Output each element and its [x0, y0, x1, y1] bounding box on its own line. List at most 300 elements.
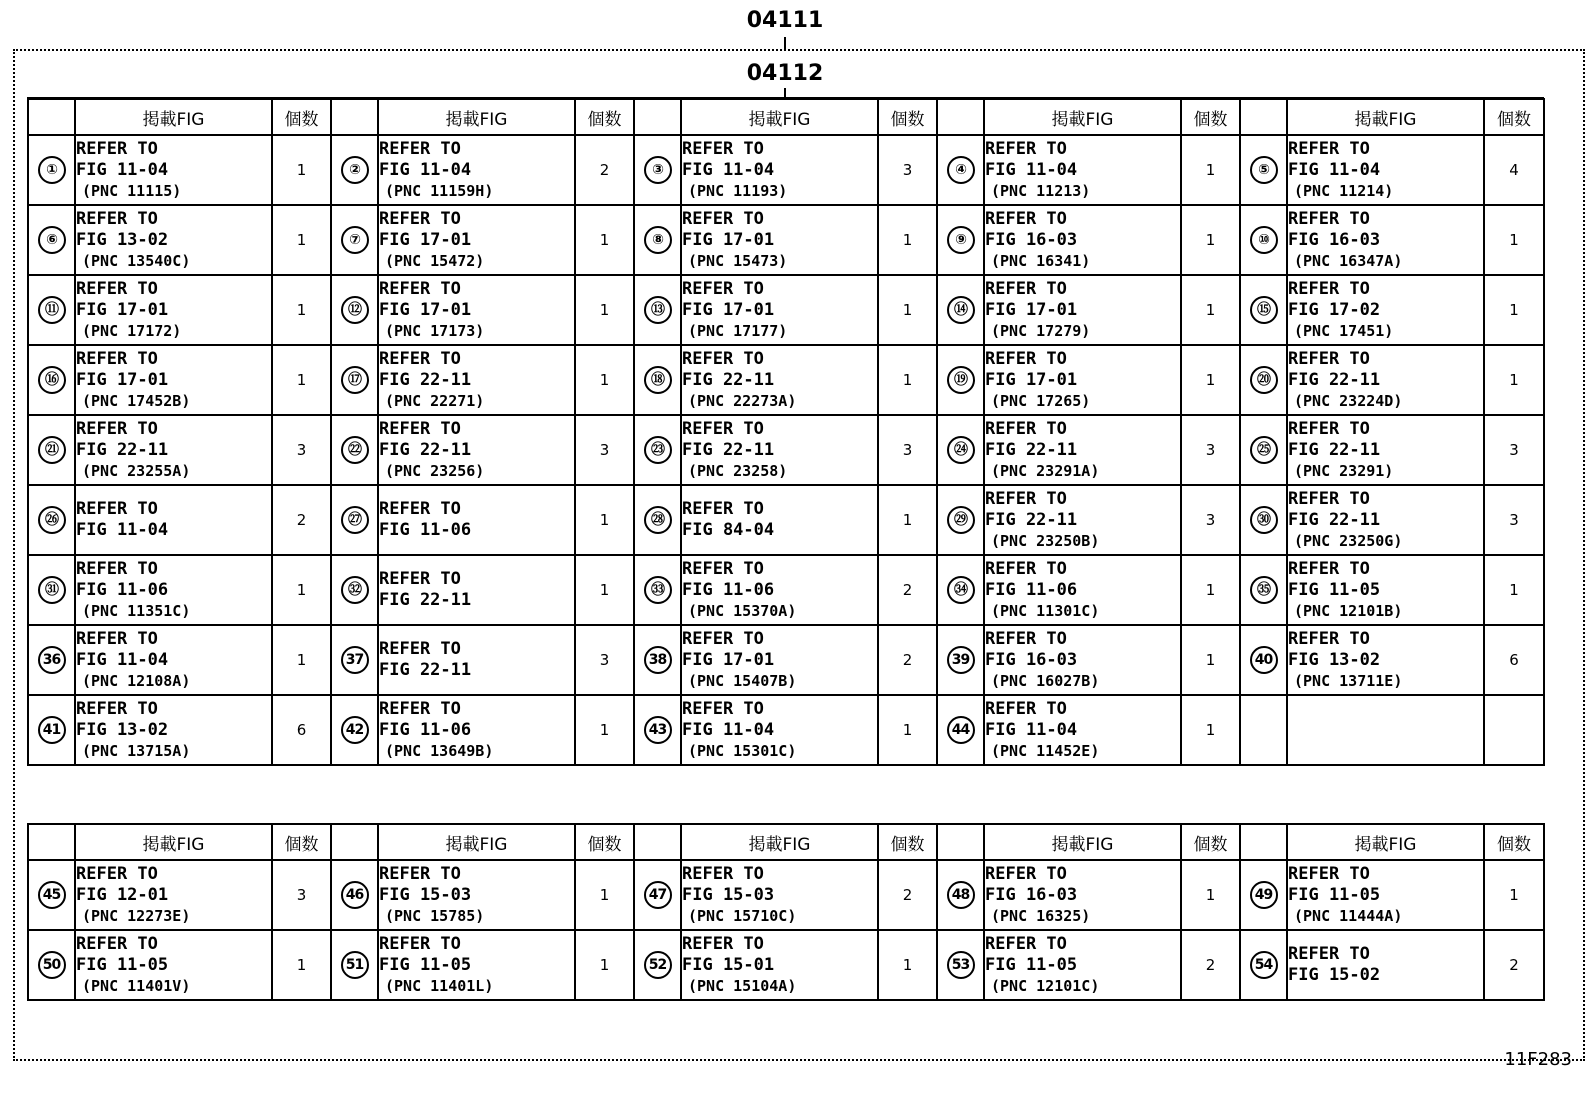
pnc-reference: (PNC 11401V)	[82, 976, 191, 995]
header-fig: 掲載FIG	[984, 99, 1181, 135]
fig-reference: FIG 22-11	[1288, 509, 1381, 530]
fig-reference: FIG 11-05	[76, 954, 169, 975]
item-number-cell	[28, 415, 75, 485]
quantity-cell: 2	[878, 860, 937, 930]
reference-cell	[75, 275, 272, 345]
pnc-reference: (PNC 15785)	[385, 906, 485, 925]
fig-reference: FIG 13-02	[1288, 649, 1381, 670]
reference-cell	[1287, 205, 1484, 275]
pnc-reference: (PNC 11193)	[688, 181, 788, 200]
fig-reference: FIG 17-01	[682, 229, 775, 250]
pnc-reference: (PNC 12108A)	[82, 671, 191, 690]
quantity-cell: 3	[1484, 485, 1544, 555]
pnc-reference: (PNC 17173)	[385, 321, 485, 340]
header-index-blank	[28, 824, 75, 860]
refer-to-text: REFER TO	[682, 499, 764, 519]
quantity-cell: 3	[1181, 485, 1240, 555]
item-number: ⑯	[38, 366, 66, 394]
item-number: ⑨	[947, 226, 975, 254]
reference-cell	[681, 205, 878, 275]
fig-reference: FIG 15-01	[682, 954, 775, 975]
fig-reference: FIG 11-04	[379, 159, 472, 180]
refer-to-text: REFER TO	[379, 278, 461, 299]
inner-part-number: 04112	[746, 61, 824, 86]
item-number-cell	[634, 930, 681, 1000]
pnc-reference: (PNC 22273A)	[688, 391, 797, 410]
quantity-cell: 1	[272, 555, 331, 625]
item-number-cell	[634, 625, 681, 695]
item-number-cell	[28, 860, 75, 930]
header-qty: 個数	[1484, 824, 1544, 860]
fig-reference: FIG 22-11	[76, 439, 169, 460]
refer-to-text: REFER TO	[379, 208, 461, 229]
quantity-cell: 3	[878, 415, 937, 485]
header-index-blank	[1240, 824, 1287, 860]
item-number-cell	[937, 555, 984, 625]
item-number: ⑦	[341, 226, 369, 254]
header-row	[28, 99, 1544, 135]
pnc-reference: (PNC 23291A)	[991, 461, 1100, 480]
refer-to-text: REFER TO	[76, 698, 158, 719]
fig-reference: FIG 22-11	[985, 509, 1078, 530]
fig-reference: FIG 17-01	[379, 299, 472, 320]
reference-cell	[681, 555, 878, 625]
fig-reference: FIG 17-01	[985, 299, 1078, 320]
table-row	[28, 485, 1544, 555]
refer-to-text: REFER TO	[76, 863, 158, 884]
table-row	[28, 345, 1544, 415]
quantity-cell: 1	[1484, 345, 1544, 415]
pnc-reference: (PNC 23291)	[1294, 461, 1394, 480]
reference-cell	[984, 135, 1181, 205]
reference-cell	[984, 205, 1181, 275]
refer-to-text: REFER TO	[682, 418, 764, 439]
item-number: 43	[644, 716, 672, 744]
header-index-blank	[937, 824, 984, 860]
pnc-reference: (PNC 11401L)	[385, 976, 494, 995]
item-number: ④	[947, 156, 975, 184]
item-number: 52	[644, 951, 672, 979]
refer-to-text: REFER TO	[1288, 558, 1370, 579]
reference-cell	[378, 205, 575, 275]
header-qty: 個数	[575, 824, 634, 860]
pnc-reference: (PNC 11452E)	[991, 741, 1100, 760]
table-row	[28, 695, 1544, 765]
quantity-cell: 1	[1181, 695, 1240, 765]
quantity-cell: 1	[575, 485, 634, 555]
item-number: 36	[38, 646, 66, 674]
item-number: 37	[341, 646, 369, 674]
item-number: 46	[341, 881, 369, 909]
quantity-cell: 1	[1181, 275, 1240, 345]
pnc-reference: (PNC 17172)	[82, 321, 182, 340]
quantity-cell: 3	[575, 415, 634, 485]
figure-code: 11F283	[1504, 1049, 1572, 1070]
fig-reference: FIG 22-11	[682, 369, 775, 390]
item-number-cell	[937, 860, 984, 930]
header-index-blank	[634, 824, 681, 860]
fig-reference: FIG 17-01	[379, 229, 472, 250]
item-number-cell	[1240, 860, 1287, 930]
pnc-reference: (PNC 13711E)	[1294, 671, 1403, 690]
item-number: ㉙	[947, 506, 975, 534]
refer-to-text: REFER TO	[985, 933, 1067, 954]
refer-to-text: REFER TO	[76, 208, 158, 229]
refer-to-text: REFER TO	[379, 933, 461, 954]
refer-to-text: REFER TO	[379, 499, 461, 519]
header-index-blank	[1240, 99, 1287, 135]
quantity-cell: 3	[1181, 415, 1240, 485]
item-number: 47	[644, 881, 672, 909]
fig-reference: FIG 22-11	[379, 369, 472, 390]
refer-to-text: REFER TO	[76, 138, 158, 159]
header-index-blank	[28, 99, 75, 135]
item-number-cell	[331, 860, 378, 930]
header-fig: 掲載FIG	[378, 99, 575, 135]
reference-cell	[1287, 275, 1484, 345]
item-number: ⑮	[1250, 296, 1278, 324]
reference-cell	[1287, 860, 1484, 930]
pnc-reference: (PNC 13715A)	[82, 741, 191, 760]
refer-to-text: REFER TO	[379, 348, 461, 369]
pnc-reference: (PNC 16325)	[991, 906, 1091, 925]
refer-to-text: REFER TO	[985, 558, 1067, 579]
reference-cell	[681, 930, 878, 1000]
refer-to-text: REFER TO	[682, 863, 764, 884]
quantity-cell: 2	[1484, 930, 1544, 1000]
fig-reference: FIG 11-05	[1288, 579, 1381, 600]
fig-reference: FIG 22-11	[1288, 439, 1381, 460]
quantity-cell: 1	[878, 695, 937, 765]
item-number-cell	[331, 930, 378, 1000]
refer-to-text: REFER TO	[682, 208, 764, 229]
header-qty: 個数	[878, 824, 937, 860]
item-number: ⑲	[947, 366, 975, 394]
pnc-reference: (PNC 11444A)	[1294, 906, 1403, 925]
fig-reference: FIG 17-01	[76, 299, 169, 320]
quantity-cell: 4	[1484, 135, 1544, 205]
item-number: ㉔	[947, 436, 975, 464]
refer-to-text: REFER TO	[379, 569, 461, 589]
pnc-reference: (PNC 11213)	[991, 181, 1091, 200]
pnc-reference: (PNC 15370A)	[688, 601, 797, 620]
item-number: ⑬	[644, 296, 672, 324]
header-fig: 掲載FIG	[1287, 824, 1484, 860]
header-qty: 個数	[1181, 99, 1240, 135]
fig-reference: FIG 17-01	[985, 369, 1078, 390]
pnc-reference: (PNC 11159H)	[385, 181, 494, 200]
quantity-cell: 1	[272, 275, 331, 345]
table-row	[28, 930, 1544, 1000]
header-row	[28, 824, 1544, 860]
item-number-cell	[28, 625, 75, 695]
item-number-cell	[331, 275, 378, 345]
item-number-cell	[331, 695, 378, 765]
header-fig: 掲載FIG	[681, 99, 878, 135]
fig-reference: FIG 13-02	[76, 229, 169, 250]
refer-to-text: REFER TO	[985, 628, 1067, 649]
quantity-cell: 1	[878, 485, 937, 555]
table-row	[28, 415, 1544, 485]
quantity-cell: 1	[1181, 555, 1240, 625]
item-number-cell	[331, 135, 378, 205]
fig-reference: FIG 22-11	[379, 660, 472, 680]
item-number: ⑪	[38, 296, 66, 324]
refer-to-text: REFER TO	[985, 488, 1067, 509]
fig-reference: FIG 12-01	[76, 884, 169, 905]
quantity-cell: 2	[878, 555, 937, 625]
reference-cell	[378, 345, 575, 415]
quantity-cell: 6	[272, 695, 331, 765]
refer-to-text: REFER TO	[1288, 138, 1370, 159]
pnc-reference: (PNC 22271)	[385, 391, 485, 410]
fig-reference: FIG 11-05	[985, 954, 1078, 975]
pnc-reference: (PNC 13540C)	[82, 251, 191, 270]
fig-reference: FIG 11-06	[379, 719, 472, 740]
reference-cell	[378, 275, 575, 345]
pnc-reference: (PNC 16341)	[991, 251, 1091, 270]
reference-cell	[1287, 485, 1484, 555]
item-number: ㉕	[1250, 436, 1278, 464]
pnc-reference: (PNC 23250G)	[1294, 531, 1403, 550]
refer-to-text: REFER TO	[76, 278, 158, 299]
fig-reference: FIG 17-02	[1288, 299, 1381, 320]
pnc-reference: (PNC 23255A)	[82, 461, 191, 480]
outer-leader-line	[784, 37, 786, 49]
item-number-cell	[634, 555, 681, 625]
reference-cell	[681, 625, 878, 695]
fig-reference: FIG 22-11	[379, 439, 472, 460]
reference-cell	[984, 930, 1181, 1000]
header-fig: 掲載FIG	[681, 824, 878, 860]
refer-to-text: REFER TO	[379, 698, 461, 719]
quantity-cell: 1	[1181, 205, 1240, 275]
quantity-cell: 1	[878, 345, 937, 415]
refer-to-text: REFER TO	[76, 348, 158, 369]
refer-to-text: REFER TO	[682, 348, 764, 369]
pnc-reference: (PNC 17451)	[1294, 321, 1394, 340]
header-qty: 個数	[1484, 99, 1544, 135]
header-index-blank	[634, 99, 681, 135]
reference-cell	[681, 345, 878, 415]
item-number-cell	[28, 135, 75, 205]
item-number: 41	[38, 716, 66, 744]
pnc-reference: (PNC 23224D)	[1294, 391, 1403, 410]
refer-to-text: REFER TO	[985, 208, 1067, 229]
item-number-cell	[1240, 695, 1287, 765]
fig-reference: FIG 15-03	[682, 884, 775, 905]
reference-cell	[378, 135, 575, 205]
reference-cell	[1287, 345, 1484, 415]
fig-reference: FIG 16-03	[985, 649, 1078, 670]
quantity-cell: 1	[575, 205, 634, 275]
header-qty: 個数	[575, 99, 634, 135]
refer-to-text: REFER TO	[682, 698, 764, 719]
quantity-cell: 1	[1484, 860, 1544, 930]
table-row	[28, 625, 1544, 695]
refer-to-text: REFER TO	[985, 698, 1067, 719]
item-number-cell	[937, 345, 984, 415]
reference-cell	[378, 625, 575, 695]
pnc-reference: (PNC 17452B)	[82, 391, 191, 410]
quantity-cell: 1	[878, 205, 937, 275]
reference-cell	[75, 135, 272, 205]
fig-reference: FIG 17-01	[682, 649, 775, 670]
item-number: ③	[644, 156, 672, 184]
refer-to-text: REFER TO	[985, 348, 1067, 369]
item-number-cell	[1240, 930, 1287, 1000]
fig-reference: FIG 16-03	[985, 884, 1078, 905]
reference-cell	[984, 485, 1181, 555]
quantity-cell: 3	[575, 625, 634, 695]
reference-cell	[378, 930, 575, 1000]
pnc-reference: (PNC 12101C)	[991, 976, 1100, 995]
table-row	[28, 205, 1544, 275]
pnc-reference: (PNC 11351C)	[82, 601, 191, 620]
reference-cell	[1287, 930, 1484, 1000]
fig-reference: FIG 17-01	[682, 299, 775, 320]
fig-reference: FIG 11-06	[76, 579, 169, 600]
item-number-cell	[28, 485, 75, 555]
reference-cell	[378, 485, 575, 555]
reference-cell	[1287, 695, 1484, 765]
item-number-cell	[937, 205, 984, 275]
pnc-reference: (PNC 12273E)	[82, 906, 191, 925]
reference-cell	[1287, 625, 1484, 695]
fig-reference: FIG 22-11	[682, 439, 775, 460]
quantity-cell: 1	[575, 555, 634, 625]
refer-to-text: REFER TO	[379, 863, 461, 884]
reference-cell	[984, 415, 1181, 485]
item-number: ⑭	[947, 296, 975, 324]
pnc-reference: (PNC 23256)	[385, 461, 485, 480]
refer-to-text: REFER TO	[1288, 488, 1370, 509]
fig-reference: FIG 15-02	[1288, 965, 1381, 985]
item-number-cell	[937, 695, 984, 765]
item-number-cell	[1240, 555, 1287, 625]
reference-table-main	[27, 98, 1545, 766]
quantity-cell: 2	[575, 135, 634, 205]
item-number: ㉛	[38, 576, 66, 604]
header-qty: 個数	[1181, 824, 1240, 860]
item-number: ㉓	[644, 436, 672, 464]
quantity-cell: 1	[272, 135, 331, 205]
pnc-reference: (PNC 17265)	[991, 391, 1091, 410]
fig-reference: FIG 22-11	[985, 439, 1078, 460]
refer-to-text: REFER TO	[76, 418, 158, 439]
quantity-cell: 1	[575, 275, 634, 345]
quantity-cell: 1	[272, 205, 331, 275]
item-number-cell	[634, 275, 681, 345]
reference-cell	[984, 625, 1181, 695]
pnc-reference: (PNC 11301C)	[991, 601, 1100, 620]
pnc-reference: (PNC 11115)	[82, 181, 182, 200]
pnc-reference: (PNC 12101B)	[1294, 601, 1403, 620]
item-number: 42	[341, 716, 369, 744]
item-number: ㉟	[1250, 576, 1278, 604]
quantity-cell: 2	[878, 625, 937, 695]
item-number: 45	[38, 881, 66, 909]
outer-part-number: 04111	[746, 8, 824, 33]
quantity-cell: 1	[1181, 135, 1240, 205]
fig-reference: FIG 11-06	[985, 579, 1078, 600]
reference-table-extra	[27, 823, 1545, 1001]
fig-reference: FIG 16-03	[1288, 229, 1381, 250]
quantity-cell: 1	[1484, 275, 1544, 345]
refer-to-text: REFER TO	[1288, 348, 1370, 369]
item-number-cell	[331, 205, 378, 275]
refer-to-text: REFER TO	[682, 558, 764, 579]
refer-to-text: REFER TO	[985, 863, 1067, 884]
item-number: ㉜	[341, 576, 369, 604]
quantity-cell: 1	[878, 275, 937, 345]
item-number: ⑳	[1250, 366, 1278, 394]
pnc-reference: (PNC 16347A)	[1294, 251, 1403, 270]
pnc-reference: (PNC 15104A)	[688, 976, 797, 995]
item-number: 39	[947, 646, 975, 674]
item-number-cell	[634, 485, 681, 555]
item-number-cell	[28, 930, 75, 1000]
quantity-cell: 1	[272, 930, 331, 1000]
fig-reference: FIG 22-11	[1288, 369, 1381, 390]
pnc-reference: (PNC 17279)	[991, 321, 1091, 340]
fig-reference: FIG 15-03	[379, 884, 472, 905]
table-row	[28, 275, 1544, 345]
fig-reference: FIG 11-04	[1288, 159, 1381, 180]
item-number-cell	[634, 205, 681, 275]
item-number: ⑱	[644, 366, 672, 394]
item-number-cell	[937, 415, 984, 485]
fig-reference: FIG 11-04	[985, 719, 1078, 740]
refer-to-text: REFER TO	[379, 418, 461, 439]
item-number: ②	[341, 156, 369, 184]
item-number: ㉝	[644, 576, 672, 604]
reference-cell	[378, 860, 575, 930]
item-number: ⑧	[644, 226, 672, 254]
quantity-cell: 1	[1484, 205, 1544, 275]
pnc-reference: (PNC 15301C)	[688, 741, 797, 760]
refer-to-text: REFER TO	[985, 278, 1067, 299]
item-number: 49	[1250, 881, 1278, 909]
fig-reference: FIG 16-03	[985, 229, 1078, 250]
quantity-cell: 1	[1181, 860, 1240, 930]
reference-cell	[681, 415, 878, 485]
quantity-cell	[1484, 695, 1544, 765]
reference-cell	[984, 275, 1181, 345]
item-number-cell	[1240, 485, 1287, 555]
fig-reference: FIG 84-04	[682, 520, 775, 540]
table-row	[28, 860, 1544, 930]
reference-cell	[681, 275, 878, 345]
item-number-cell	[1240, 625, 1287, 695]
item-number: ㉘	[644, 506, 672, 534]
reference-cell	[75, 930, 272, 1000]
fig-reference: FIG 11-04	[985, 159, 1078, 180]
quantity-cell: 1	[1484, 555, 1544, 625]
item-number-cell	[937, 485, 984, 555]
reference-cell	[75, 555, 272, 625]
item-number: 44	[947, 716, 975, 744]
quantity-cell: 1	[272, 625, 331, 695]
refer-to-text: REFER TO	[76, 499, 158, 519]
item-number: ⑥	[38, 226, 66, 254]
item-number-cell	[28, 555, 75, 625]
fig-reference: FIG 11-04	[76, 520, 169, 540]
item-number-cell	[28, 205, 75, 275]
item-number: ㉞	[947, 576, 975, 604]
item-number: 40	[1250, 646, 1278, 674]
item-number: ①	[38, 156, 66, 184]
